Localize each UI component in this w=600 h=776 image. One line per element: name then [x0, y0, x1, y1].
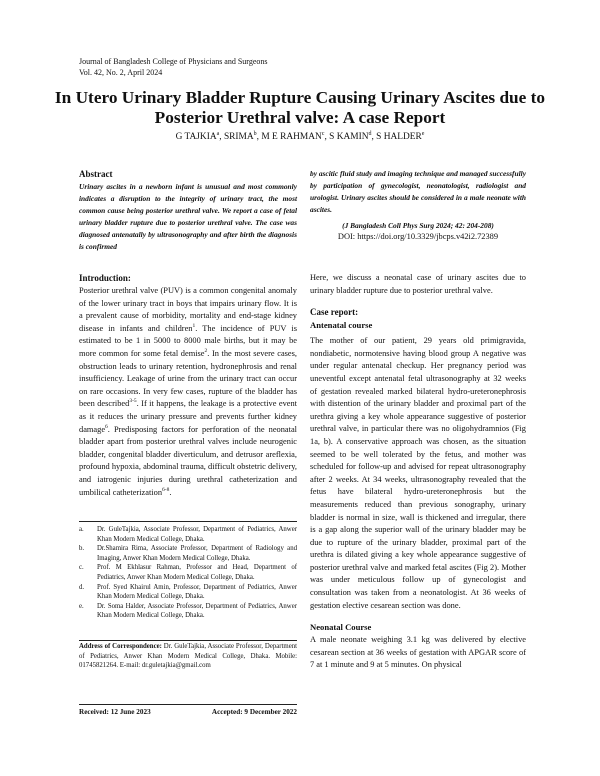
abstract-left — [79, 168, 297, 253]
correspondence-text: Dr. GuleTajkia, Associate Professor, Department of Pediatrics, Anwer Khan Modern Medical College, Dhaka. Mobile: 01745821264. E-mail: dr.guletajkia@gmail.com — [79, 643, 297, 670]
received-date: Received: 12 June 2023 — [79, 708, 151, 716]
affiliation-item: b. Dr.Shamira Rima, Associate Professor, Department of Radiology and Imaging, Anwer Khan Modern Medical College, Dhaka. — [79, 545, 297, 562]
author: S HALDER$^e$ — [376, 130, 425, 142]
introduction-closing: Here, we discuss a neonatal case of urinary ascites due to urinary bladder rupture due to posterior urethral valve. — [310, 273, 526, 295]
correspondence-label: Address of Correspondence: — [79, 643, 162, 650]
affiliation-item: e. Dr. Soma Halder, Associate Professor, Department of Pediatrics, Anwer Khan Modern Medical College, Dhaka. — [79, 602, 297, 620]
abstract-text-left: Urinary ascites in a newborn infant is unusual and most commonly indicates a disruption to the integrity of urinary tract, the most common cause being posterior urethral valve. We report a case of fetal urinary bladder rupture due to posterior urethral valve. The case was diagnosed antenatally by ultrasonography and after birth the diagnosis is confirmed — [79, 182, 297, 251]
article-title: In Utero Urinary Bladder Rupture Causing Urinary Ascites due to Posterior Urethral valve: A case Report — [54, 88, 546, 127]
correspondence-divider — [79, 640, 297, 641]
abstract-heading: Abstract — [79, 169, 113, 179]
accepted-date: Accepted: 9 December 2022 — [211, 708, 297, 716]
journal-name: Journal of Bangladesh College of Physicians and Surgeons — [79, 57, 268, 66]
dates-divider — [79, 704, 297, 705]
case-report-heading: Case report: — [310, 307, 359, 318]
author: M E RAHMAN$^c$, — [261, 130, 330, 142]
abstract-text-right: by ascitic fluid study and imaging technique and managed successfully by participation of gynecologist, neonatologist, radiologist and urologist. Urinary ascites should be considered in a male neonate with ascites. — [310, 169, 526, 214]
journal-issue: Vol. 42, No. 2, April 2024 — [79, 68, 163, 77]
affiliations — [79, 525, 297, 621]
doi-link[interactable]: DOI: https://doi.org/10.3329/jbcps.v42i2.72389 — [337, 232, 499, 241]
citation: (J Bangladesh Coll Phys Surg 2024; 42: 204-208) — [342, 221, 494, 230]
antenatal-heading: Antenatal course — [310, 320, 373, 331]
footnote-divider — [79, 521, 297, 522]
antenatal-text: The mother of our patient, 29 years old primigravida, nondiabetic, normotensive having blood group A negative was under regular antenatal checkup. Her pregnancy period was uneventful except antenatal fetal ultrasonography at 32 weeks of gestation revealed marked bilateral hydro-ureteronephrosis with distention of the urinary bladder and proximal part of the urethra giving a key whole appearance suggestive of posterior urethral valve, in particular there was no oligohydramnios (Fig 1a, b). A conservative approach was chosen, as the situation seemed to be well tolerated by the fetus, and mother was scheduled for follow-up and advised for repeat ultrasonography after 2 weeks. At 34 weeks, ultrasonography revealed that the fetus have bilateral hydro-ureteronephrosis but the measurements reduced than previous sonography, urinary bladder is normal in size, wall is thickened and irregular, there is a gap along the superior wall of the urinary bladder may be due to rupture of the urinary bladder, proximal part of the urethra is dilated giving a key whole appearance suggestive of posterior urethral valve and marked fetal ascites (Fig 2). Mother was under meticulous follow up of gynecologist and consultation was taken from a neonatologist. At 36 weeks of gestation elective cesarean section was done. — [310, 336, 526, 610]
author: SRIMA$^b$, — [223, 130, 262, 142]
abstract-right — [310, 168, 526, 242]
author: S KAMIN$^d$, — [329, 130, 377, 142]
introduction-text: Posterior urethral valve (PUV) is a common congenital anomaly of the lower urinary tract in boys that impairs urinary flow. It is a prevalent cause of morbidity, mortality and end-stage kidney disease in infants and children$^1$. The incidence of PUV is estimated to be 1 in 5000 to 8000 male births, but it may be more common for some fetal demise$^2$. In the most severe cases, obstruction leads to urinary retention, hydronephrosis and renal insufficiency. Leakage of urine from the urinary tract can occur on rare occasions. In very few cases, rupture of the bladder has been described$^{3-5}$. If it happens, the leakage is a protective event as it reduces the urinary pressure and prevents further kidney damage$^6$. Predisposing factors for perforation of the neonatal bladder apart from posterior urethral valves include neurogenic bladder, congenital bladder diverticulum, and detrusor areflexia, profound hypoxia, abdominal trauma, difficult obstetric delivery, and iatrogenic injuries during urethral catheterization and umbilical catheterization$^{6-8}$. — [79, 286, 298, 497]
neonatal-heading: Neonatal Course — [310, 622, 372, 633]
introduction-heading: Introduction: — [79, 273, 131, 283]
introduction-section — [79, 272, 297, 499]
neonatal-text: A male neonate weighing 3.1 kg was delivered by elective cesarean section at 36 weeks of gestation with APGAR score of 7 at 1 minute and 9 at 5 minutes. On physical — [310, 635, 526, 670]
author: G TAJKIA$^a$, — [175, 130, 224, 142]
right-column-body — [310, 272, 526, 672]
affiliation-item: c. Prof. M Ekhlasur Rahman, Professor and Head, Department of Pediatrics, Anwer Khan Modern Medical College, Dhaka. — [79, 564, 297, 581]
affiliation-item: a. Dr. GuleTajkia, Associate Professor, Department of Pediatrics, Anwer Khan Modern Medical College, Dhaka. — [79, 526, 297, 543]
journal-header — [79, 56, 268, 78]
affiliation-item: d. Prof. Syed Khairul Amin, Professor, Department of Pediatrics, Anwer Khan Modern Medical College, Dhaka. — [79, 583, 297, 601]
article-dates — [79, 708, 297, 716]
correspondence — [79, 642, 297, 671]
author-list — [40, 131, 560, 143]
